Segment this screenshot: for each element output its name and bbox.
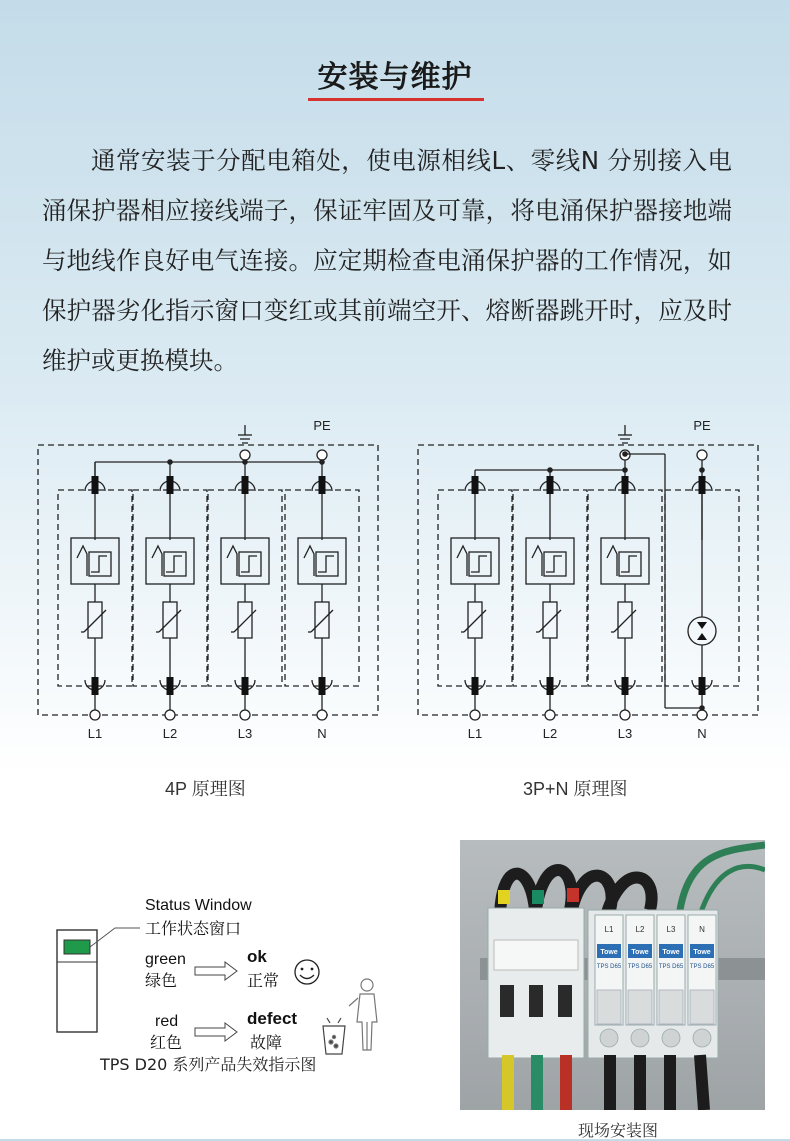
module-base	[659, 990, 683, 1024]
module-base	[690, 990, 714, 1024]
brand-label: Towe	[631, 949, 649, 956]
ok-label-cn: 正常	[247, 971, 280, 990]
schematic-3pn	[410, 410, 780, 750]
junction-dot	[547, 467, 553, 473]
module-label: TPS D65	[627, 964, 653, 970]
pole-label: N	[699, 925, 705, 934]
varistor-icon	[156, 602, 181, 638]
green-label-cn: 绿色	[145, 971, 178, 990]
brand-label: Towe	[662, 949, 680, 956]
thermal-disconnector-icon	[146, 538, 194, 584]
terminal-icon	[317, 710, 327, 720]
thermal-disconnector-icon	[71, 538, 119, 584]
red-label-cn: 红色	[150, 1033, 183, 1052]
installation-illustration	[460, 840, 765, 1110]
green-label-en: green	[145, 951, 186, 968]
terminal-icon	[697, 710, 707, 720]
terminal-label: L3	[237, 726, 253, 741]
plug-contact-icon	[540, 476, 560, 494]
junction-dot	[622, 451, 628, 457]
status-indicator-diagram	[55, 890, 385, 1075]
junction-dot	[699, 705, 705, 711]
module-base	[628, 990, 652, 1024]
terminal-label: L1	[87, 726, 103, 741]
gas-discharge-tube-icon	[688, 617, 716, 645]
terminal-label: N	[697, 726, 707, 741]
defect-label-en: defect	[247, 1009, 298, 1028]
arrow-right-icon	[195, 962, 237, 980]
smiley-icon	[295, 960, 319, 984]
terminal-label: L1	[467, 726, 483, 741]
terminal-screw	[631, 1029, 649, 1047]
person-trash-icon	[323, 979, 377, 1054]
ground-icon	[238, 425, 252, 443]
varistor-icon	[461, 602, 486, 638]
plug-contact-icon	[312, 476, 332, 494]
ok-label-en: ok	[247, 947, 267, 966]
terminal-icon	[697, 450, 707, 460]
photo-caption: 现场安装图	[578, 1123, 659, 1140]
terminal-label: L2	[162, 726, 178, 741]
module-label: TPS D65	[596, 964, 622, 970]
defect-label-cn: 故障	[250, 1033, 283, 1052]
terminal-screw	[693, 1029, 711, 1047]
terminal-icon	[317, 450, 327, 460]
pole-label: L2	[635, 925, 645, 934]
schematic-4p	[30, 410, 400, 750]
junction-dot	[167, 459, 173, 465]
ground-icon	[618, 425, 632, 443]
brand-label: Towe	[600, 949, 618, 956]
caption-3pn: 3P+N 原理图	[523, 779, 628, 799]
terminal-screw	[600, 1029, 618, 1047]
pole-label: L1	[604, 925, 614, 934]
terminal-icon	[240, 450, 250, 460]
terminal-icon	[90, 710, 100, 720]
module-label: TPS D65	[658, 964, 684, 970]
pe-label: PE	[313, 418, 331, 433]
pe-label: PE	[693, 418, 711, 433]
plug-contact-icon	[615, 476, 635, 494]
varistor-icon	[231, 602, 256, 638]
terminal-label: L2	[542, 726, 558, 741]
brand-label: Towe	[693, 949, 711, 956]
plug-contact-icon	[85, 476, 105, 494]
terminal-icon	[165, 710, 175, 720]
plug-contact-icon	[160, 476, 180, 494]
title-underline	[308, 98, 484, 101]
arrow-right-icon	[195, 1023, 237, 1041]
caption-4p: 4P 原理图	[165, 779, 246, 799]
status-window-icon	[64, 940, 90, 954]
thermal-disconnector-icon	[526, 538, 574, 584]
status-caption: TPS D20 系列产品失效指示图	[100, 1055, 317, 1074]
thermal-disconnector-icon	[298, 538, 346, 584]
terminal-icon	[545, 710, 555, 720]
terminal-label: L3	[617, 726, 633, 741]
thermal-disconnector-icon	[601, 538, 649, 584]
junction-dot	[699, 467, 705, 473]
intro-paragraph: 通常安装于分配电箱处，使电源相线L、零线N 分别接入电涌保护器相应接线端子，保证牢固及可靠，将电涌保护器接地端与地线作良好电气连接。应定期检查电涌保护器的工作情况，如保护器劣化指示窗口变红或其前端空开、熔断器跳开时，应及时维护或更换模块。	[42, 146, 732, 375]
module-base	[597, 990, 621, 1024]
pole-label: L3	[666, 925, 676, 934]
terminal-icon	[620, 710, 630, 720]
terminal-icon	[240, 710, 250, 720]
varistor-icon	[308, 602, 333, 638]
installation-photo	[460, 840, 765, 1110]
terminal-screw	[662, 1029, 680, 1047]
plug-contact-icon	[235, 476, 255, 494]
terminal-icon	[470, 710, 480, 720]
red-label-en: red	[155, 1013, 179, 1030]
varistor-icon	[611, 602, 636, 638]
varistor-icon	[81, 602, 106, 638]
module-label: TPS D65	[689, 964, 715, 970]
plug-contact-icon	[465, 476, 485, 494]
page-title: 安装与维护	[317, 60, 473, 95]
thermal-disconnector-icon	[221, 538, 269, 584]
plug-contact-icon	[692, 476, 712, 494]
thermal-disconnector-icon	[451, 538, 499, 584]
status-window-label-en: Status Window	[145, 897, 252, 914]
varistor-icon	[536, 602, 561, 638]
terminal-label: N	[317, 726, 327, 741]
status-window-label-cn: 工作状态窗口	[145, 919, 242, 938]
